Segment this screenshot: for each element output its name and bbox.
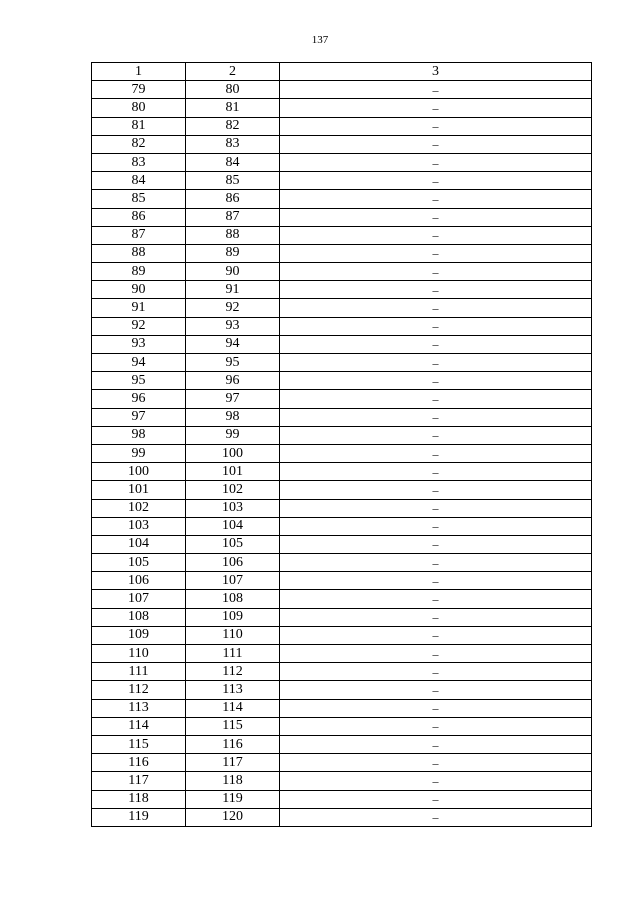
table-cell-col-1: 90 bbox=[92, 281, 186, 299]
table-cell-col-3: – bbox=[280, 99, 592, 117]
table-cell-col-2: 89 bbox=[186, 244, 280, 262]
table-cell-col-2: 97 bbox=[186, 390, 280, 408]
table-cell-col-3: – bbox=[280, 699, 592, 717]
table-row bbox=[92, 281, 592, 299]
table-cell-col-3: – bbox=[280, 790, 592, 808]
table-cell-col-2: 99 bbox=[186, 426, 280, 444]
table-cell-col-3: – bbox=[280, 426, 592, 444]
table-cell-col-2: 83 bbox=[186, 135, 280, 153]
table-cell-col-1: 94 bbox=[92, 354, 186, 372]
table-cell-col-3: – bbox=[280, 444, 592, 462]
table-row bbox=[92, 208, 592, 226]
table-cell-col-2: 87 bbox=[186, 208, 280, 226]
table-cell-col-1: 101 bbox=[92, 481, 186, 499]
table-cell-col-3: – bbox=[280, 463, 592, 481]
table-cell-col-1: 113 bbox=[92, 699, 186, 717]
table-cell-col-2: 119 bbox=[186, 790, 280, 808]
table-cell-col-2: 117 bbox=[186, 754, 280, 772]
table-cell-col-3: – bbox=[280, 135, 592, 153]
table-row bbox=[92, 572, 592, 590]
table-cell-col-1: 114 bbox=[92, 717, 186, 735]
table-row bbox=[92, 226, 592, 244]
table-row bbox=[92, 626, 592, 644]
table-cell-col-3: – bbox=[280, 244, 592, 262]
table-cell-col-3: – bbox=[280, 645, 592, 663]
table-cell-col-3: – bbox=[280, 681, 592, 699]
table-cell-col-2: 103 bbox=[186, 499, 280, 517]
table-cell-col-2: 107 bbox=[186, 572, 280, 590]
table-cell-col-2: 82 bbox=[186, 117, 280, 135]
table-cell-col-1: 88 bbox=[92, 244, 186, 262]
table-row bbox=[92, 735, 592, 753]
table-row bbox=[92, 172, 592, 190]
table-cell-col-3: – bbox=[280, 317, 592, 335]
table-row bbox=[92, 335, 592, 353]
table-row bbox=[92, 390, 592, 408]
table-cell-col-2: 112 bbox=[186, 663, 280, 681]
table-cell-col-1: 91 bbox=[92, 299, 186, 317]
table-cell-col-2: 109 bbox=[186, 608, 280, 626]
table-row bbox=[92, 117, 592, 135]
table-cell-col-1: 105 bbox=[92, 554, 186, 572]
table-cell-col-2: 92 bbox=[186, 299, 280, 317]
table-cell-col-2: 95 bbox=[186, 354, 280, 372]
table-row bbox=[92, 153, 592, 171]
table-cell-col-1: 86 bbox=[92, 208, 186, 226]
table-cell-col-2: 86 bbox=[186, 190, 280, 208]
table-row bbox=[92, 772, 592, 790]
table-cell-col-1: 103 bbox=[92, 517, 186, 535]
table-cell-col-3: – bbox=[280, 663, 592, 681]
table-cell-col-3: – bbox=[280, 499, 592, 517]
table-cell-col-3: – bbox=[280, 299, 592, 317]
table-row bbox=[92, 754, 592, 772]
table-row bbox=[92, 517, 592, 535]
table-cell-col-2: 84 bbox=[186, 153, 280, 171]
table-cell-col-1: 97 bbox=[92, 408, 186, 426]
table-cell-col-3: – bbox=[280, 81, 592, 99]
table-cell-col-2: 100 bbox=[186, 444, 280, 462]
table-cell-col-1: 89 bbox=[92, 263, 186, 281]
table-cell-col-3: – bbox=[280, 517, 592, 535]
table-cell-col-1: 92 bbox=[92, 317, 186, 335]
table-cell-col-3: – bbox=[280, 390, 592, 408]
table-cell-col-3: – bbox=[280, 153, 592, 171]
table-cell-col-1: 109 bbox=[92, 626, 186, 644]
table-cell-col-2: 110 bbox=[186, 626, 280, 644]
table-cell-col-1: 117 bbox=[92, 772, 186, 790]
table-cell-col-1: 106 bbox=[92, 572, 186, 590]
table-cell-col-1: 118 bbox=[92, 790, 186, 808]
table-cell-col-3: – bbox=[280, 572, 592, 590]
table-cell-col-2: 93 bbox=[186, 317, 280, 335]
table-row bbox=[92, 481, 592, 499]
table-cell-col-3: – bbox=[280, 117, 592, 135]
table-header-row bbox=[92, 63, 592, 81]
table-row bbox=[92, 608, 592, 626]
table-cell-col-2: 115 bbox=[186, 717, 280, 735]
table-cell-col-2: 111 bbox=[186, 645, 280, 663]
table-cell-col-3: – bbox=[280, 408, 592, 426]
table-row bbox=[92, 681, 592, 699]
table-cell-col-1: 93 bbox=[92, 335, 186, 353]
table-cell-col-1: 82 bbox=[92, 135, 186, 153]
table-cell-col-2: 91 bbox=[186, 281, 280, 299]
table-cell-col-1: 79 bbox=[92, 81, 186, 99]
table-row bbox=[92, 99, 592, 117]
table-cell-col-3: – bbox=[280, 263, 592, 281]
table-row bbox=[92, 790, 592, 808]
table-row bbox=[92, 317, 592, 335]
table-row bbox=[92, 244, 592, 262]
table-cell-col-2: 113 bbox=[186, 681, 280, 699]
table-row bbox=[92, 499, 592, 517]
table-cell-col-3: – bbox=[280, 354, 592, 372]
table-row bbox=[92, 263, 592, 281]
table-cell-col-2: 105 bbox=[186, 535, 280, 553]
table-cell-col-3: – bbox=[280, 626, 592, 644]
data-table bbox=[91, 62, 592, 827]
table-cell-col-2: 116 bbox=[186, 735, 280, 753]
column-header-2: 2 bbox=[186, 63, 280, 81]
column-header-1: 1 bbox=[92, 63, 186, 81]
table-body bbox=[92, 81, 592, 827]
table-cell-col-2: 98 bbox=[186, 408, 280, 426]
table-cell-col-3: – bbox=[280, 554, 592, 572]
table-row bbox=[92, 463, 592, 481]
table-cell-col-1: 87 bbox=[92, 226, 186, 244]
table-cell-col-3: – bbox=[280, 590, 592, 608]
table-cell-col-3: – bbox=[280, 281, 592, 299]
table-cell-col-2: 94 bbox=[186, 335, 280, 353]
table-cell-col-3: – bbox=[280, 735, 592, 753]
table-cell-col-2: 108 bbox=[186, 590, 280, 608]
table-cell-col-3: – bbox=[280, 172, 592, 190]
table-row bbox=[92, 81, 592, 99]
table-row bbox=[92, 663, 592, 681]
table-row bbox=[92, 717, 592, 735]
table-cell-col-1: 99 bbox=[92, 444, 186, 462]
table-row bbox=[92, 808, 592, 826]
table-row bbox=[92, 135, 592, 153]
table-cell-col-2: 88 bbox=[186, 226, 280, 244]
table-row bbox=[92, 554, 592, 572]
table-cell-col-1: 96 bbox=[92, 390, 186, 408]
table-cell-col-3: – bbox=[280, 372, 592, 390]
table-cell-col-1: 112 bbox=[92, 681, 186, 699]
table-cell-col-2: 104 bbox=[186, 517, 280, 535]
table-cell-col-1: 119 bbox=[92, 808, 186, 826]
table-row bbox=[92, 426, 592, 444]
table-row bbox=[92, 372, 592, 390]
table-cell-col-2: 85 bbox=[186, 172, 280, 190]
table-cell-col-2: 101 bbox=[186, 463, 280, 481]
table-cell-col-1: 115 bbox=[92, 735, 186, 753]
table-cell-col-3: – bbox=[280, 754, 592, 772]
table-row bbox=[92, 590, 592, 608]
table-row bbox=[92, 354, 592, 372]
table-cell-col-1: 111 bbox=[92, 663, 186, 681]
table-cell-col-1: 116 bbox=[92, 754, 186, 772]
table-cell-col-2: 114 bbox=[186, 699, 280, 717]
table-row bbox=[92, 190, 592, 208]
table-cell-col-1: 98 bbox=[92, 426, 186, 444]
table-cell-col-1: 108 bbox=[92, 608, 186, 626]
column-header-3: 3 bbox=[280, 63, 592, 81]
table-cell-col-2: 90 bbox=[186, 263, 280, 281]
table-row bbox=[92, 299, 592, 317]
table-cell-col-1: 100 bbox=[92, 463, 186, 481]
table-cell-col-1: 84 bbox=[92, 172, 186, 190]
page-number: 137 bbox=[311, 34, 329, 46]
table-header bbox=[92, 63, 592, 81]
table-cell-col-1: 85 bbox=[92, 190, 186, 208]
table-cell-col-2: 106 bbox=[186, 554, 280, 572]
table-cell-col-1: 102 bbox=[92, 499, 186, 517]
table-cell-col-3: – bbox=[280, 608, 592, 626]
table-cell-col-1: 83 bbox=[92, 153, 186, 171]
table-row bbox=[92, 408, 592, 426]
table-cell-col-2: 96 bbox=[186, 372, 280, 390]
table-cell-col-3: – bbox=[280, 808, 592, 826]
table-cell-col-3: – bbox=[280, 772, 592, 790]
table-cell-col-2: 102 bbox=[186, 481, 280, 499]
table-cell-col-3: – bbox=[280, 717, 592, 735]
table-cell-col-3: – bbox=[280, 226, 592, 244]
table-row bbox=[92, 645, 592, 663]
table-cell-col-3: – bbox=[280, 481, 592, 499]
table-cell-col-2: 80 bbox=[186, 81, 280, 99]
table-row bbox=[92, 535, 592, 553]
table-cell-col-1: 95 bbox=[92, 372, 186, 390]
table-cell-col-1: 104 bbox=[92, 535, 186, 553]
table-cell-col-2: 118 bbox=[186, 772, 280, 790]
table-cell-col-1: 110 bbox=[92, 645, 186, 663]
table-cell-col-3: – bbox=[280, 535, 592, 553]
table-cell-col-3: – bbox=[280, 190, 592, 208]
table-cell-col-1: 107 bbox=[92, 590, 186, 608]
table-row bbox=[92, 699, 592, 717]
table-cell-col-1: 81 bbox=[92, 117, 186, 135]
table-cell-col-1: 80 bbox=[92, 99, 186, 117]
table-row bbox=[92, 444, 592, 462]
table-cell-col-3: – bbox=[280, 208, 592, 226]
table-cell-col-2: 120 bbox=[186, 808, 280, 826]
table-cell-col-3: – bbox=[280, 335, 592, 353]
table-cell-col-2: 81 bbox=[186, 99, 280, 117]
